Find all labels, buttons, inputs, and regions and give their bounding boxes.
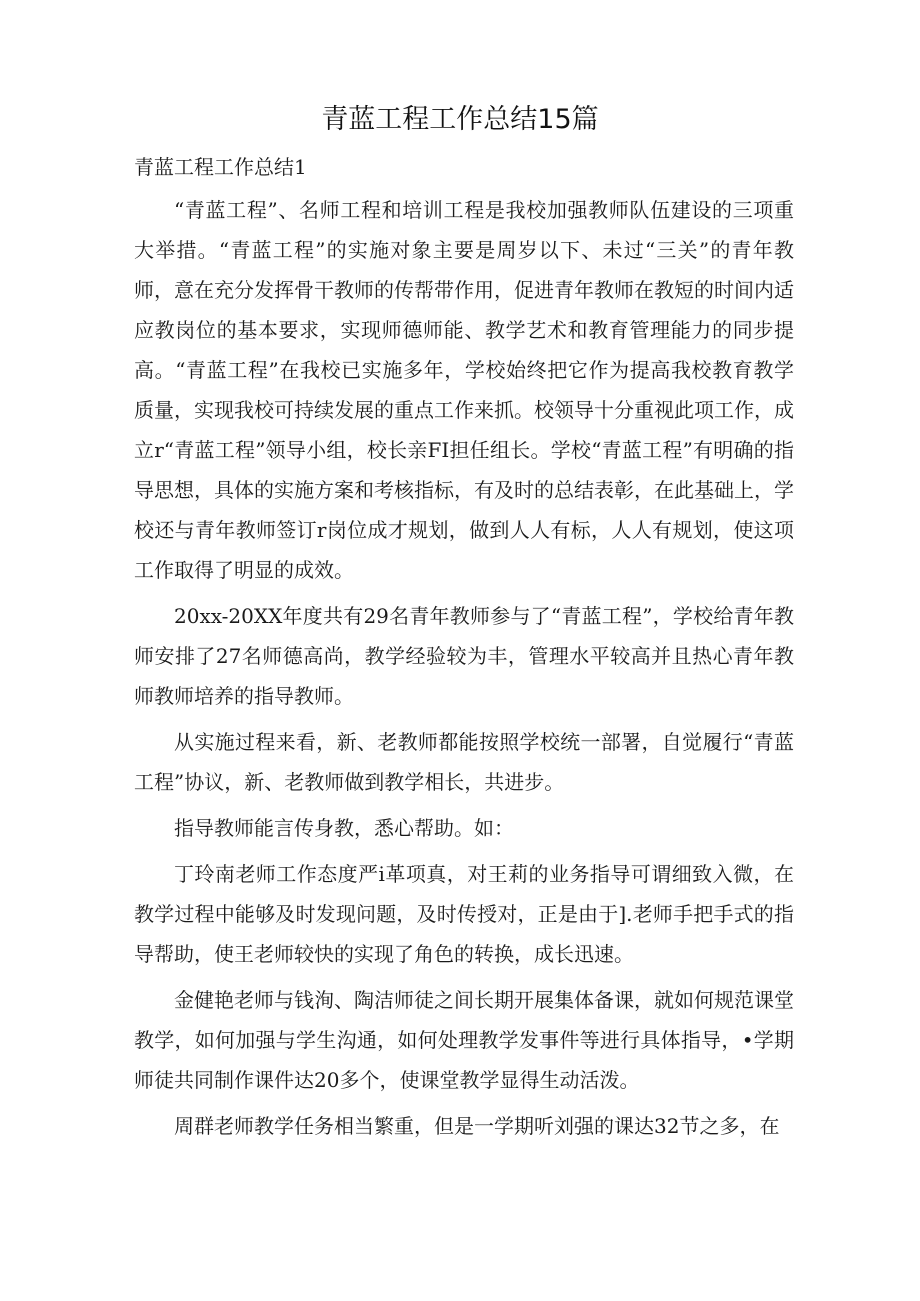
paragraph: 20xx-20XX年度共有29名青年教师参与了“青蓝工程”，学校给青年教师安排了27名师德高尚，教学经验较为丰，管理水平较高并且热心青年教师教师培养的指导教师。 [134,604,794,708]
section-title: 青蓝工程工作总结1 [134,155,307,179]
paragraph: 金健艳老师与钱洵、陶洁师徒之间长期开展集体备课，就如何规范课堂教学，如何加强与学生沟通，如何处理教学发事件等进行具体指导，•学期师徒共同制作课件达20多个，使课堂教学显得生动活泼。 [134,988,794,1092]
paragraph: 丁玲南老师工作态度严i革项真，对王莉的业务指导可谓细致入微，在教学过程中能够及时发现问题，及时传授对，正是由于].老师手把手式的指导帮助，使王老师较快的实现了角色的转换，成长迅速。 [134,862,794,966]
paragraph: 指导教师能言传身教，悉心帮助。如： [174,816,514,840]
paragraph: “青蓝工程”、名师工程和培训工程是我校加强教师队伍建设的三项重大举措。“青蓝工程”的实施对象主要是周岁以下、未过“三关”的青年教师，意在充分发挥骨干教师的传帮带作用，促进青年教师在教短的时间内适应教岗位的基本要求，实现师德师能、教学艺术和教育管理能力的同步提高。“青蓝工程”在我校已实施多年，学校始终把它作为提高我校教育教学质量，实现我校可持续发展的重点工作来抓。校领导十分重视此项工作，成立r“青蓝工程”领导小组，校长亲FI担任组长。学校“青蓝工程”有明确的指导思想，具体的实施方案和考核指标，有及时的总结表彰，在此基础上，学校还与青年教师签订r岗位成才规划，做到人人有标，人人有规划，使这项工作取得了明显的成效。 [134,198,794,582]
document-body [134,150,794,1152]
paragraph: 从实施过程来看，新、老教师都能按照学校统一部署，自觉履行“青蓝工程”协议，新、老教师做到教学相长，共进步。 [134,730,794,794]
document-title: 青蓝工程工作总结15篇 [321,104,599,135]
paragraph: 周群老师教学任务相当繁重，但是一学期听刘强的课达32节之多，在 [174,1114,780,1138]
